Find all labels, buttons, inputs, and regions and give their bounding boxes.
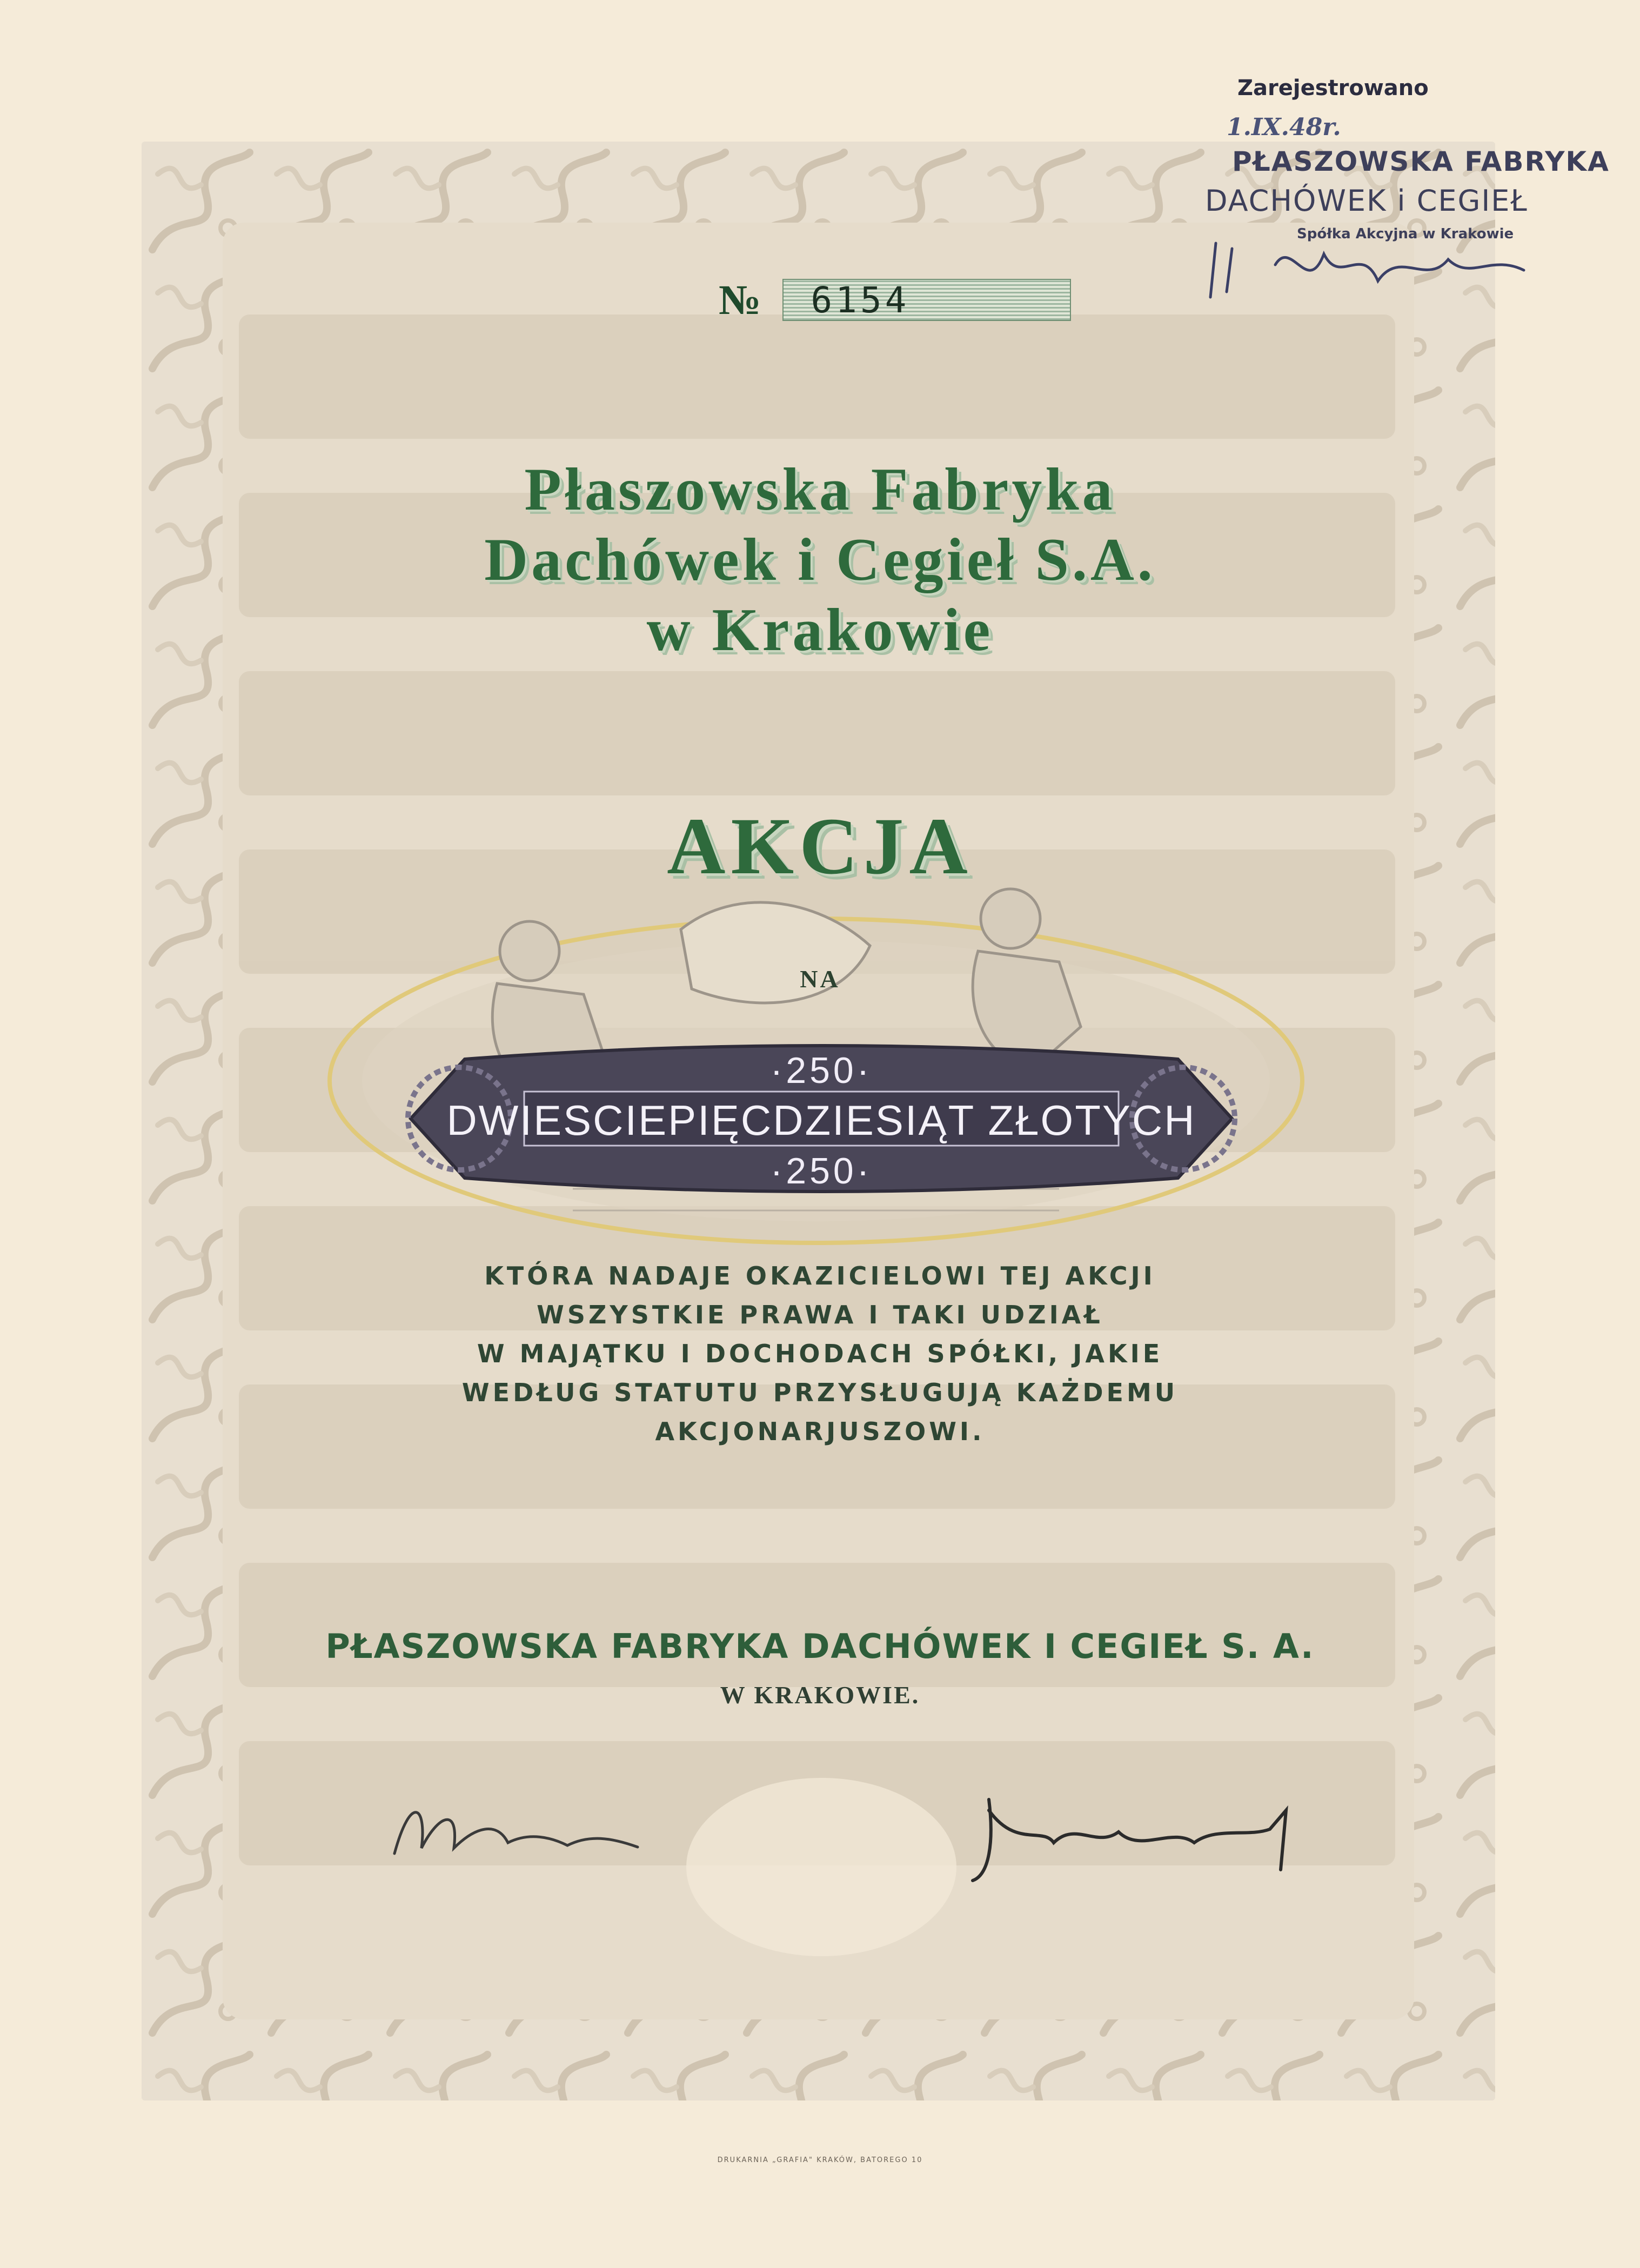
denomination-band	[389, 1038, 1254, 1200]
issuer-name: PŁASZOWSKA FABRYKA DACHÓWEK I CEGIEŁ S. A.	[325, 1627, 1315, 1666]
stamp-registered: Zarejestrowano	[1237, 76, 1429, 101]
printer-imprint: DRUKARNIA „GRAFIA" KRAKÓW, BATOREGO 10	[717, 2156, 923, 2164]
seal-area	[686, 1778, 956, 1956]
stamp-company-line-3: Spółka Akcyjna w Krakowie	[1297, 226, 1514, 242]
registration-stamp	[1189, 76, 1610, 303]
rights-clause	[0, 1256, 1640, 1451]
company-title-line-3: w Krakowie	[646, 597, 994, 664]
serial-number-row	[719, 276, 1071, 324]
clause-line: WSZYSTKIE PRAWA I TAKI UDZIAŁ	[537, 1300, 1103, 1329]
value-numeral-top: ·250·	[770, 1050, 873, 1091]
stamp-signature	[1200, 232, 1578, 303]
serial-number: 6154	[782, 279, 1071, 321]
company-title-line-1: Płaszowska Fabryka	[524, 456, 1116, 523]
number-sign: №	[719, 276, 761, 323]
value-numeral-bottom: ·250·	[770, 1150, 873, 1192]
na-label: NA	[800, 965, 840, 993]
left-signature	[378, 1783, 670, 1875]
clause-line: AKCJONARJUSZOWI.	[655, 1417, 985, 1446]
stamp-date: 1.IX.48r.	[1227, 113, 1341, 141]
clause-line: KTÓRA NADAJE OKAZICIELOWI TEJ AKCJI	[484, 1261, 1156, 1290]
clause-line: WEDŁUG STATUTU PRZYSŁUGUJĄ KAŻDEMU	[461, 1378, 1179, 1407]
clause-line: W MAJĄTKU I DOCHODACH SPÓŁKI, JAKIE	[477, 1339, 1163, 1368]
issuer-city: W KRAKOWIE.	[720, 1681, 920, 1709]
document-type-heading: AKCJA	[667, 801, 973, 891]
stamp-company-line-2: DACHÓWEK i CEGIEŁ	[1205, 184, 1528, 218]
company-title-line-2: Dachówek i Cegieł S.A.	[484, 526, 1156, 593]
stamp-company-line-1: PŁASZOWSKA FABRYKA	[1232, 146, 1610, 177]
value-in-words: DWIESCIEPIĘCDZIESIĄT ZŁOTYCH	[446, 1096, 1196, 1144]
right-signature	[967, 1778, 1302, 1886]
